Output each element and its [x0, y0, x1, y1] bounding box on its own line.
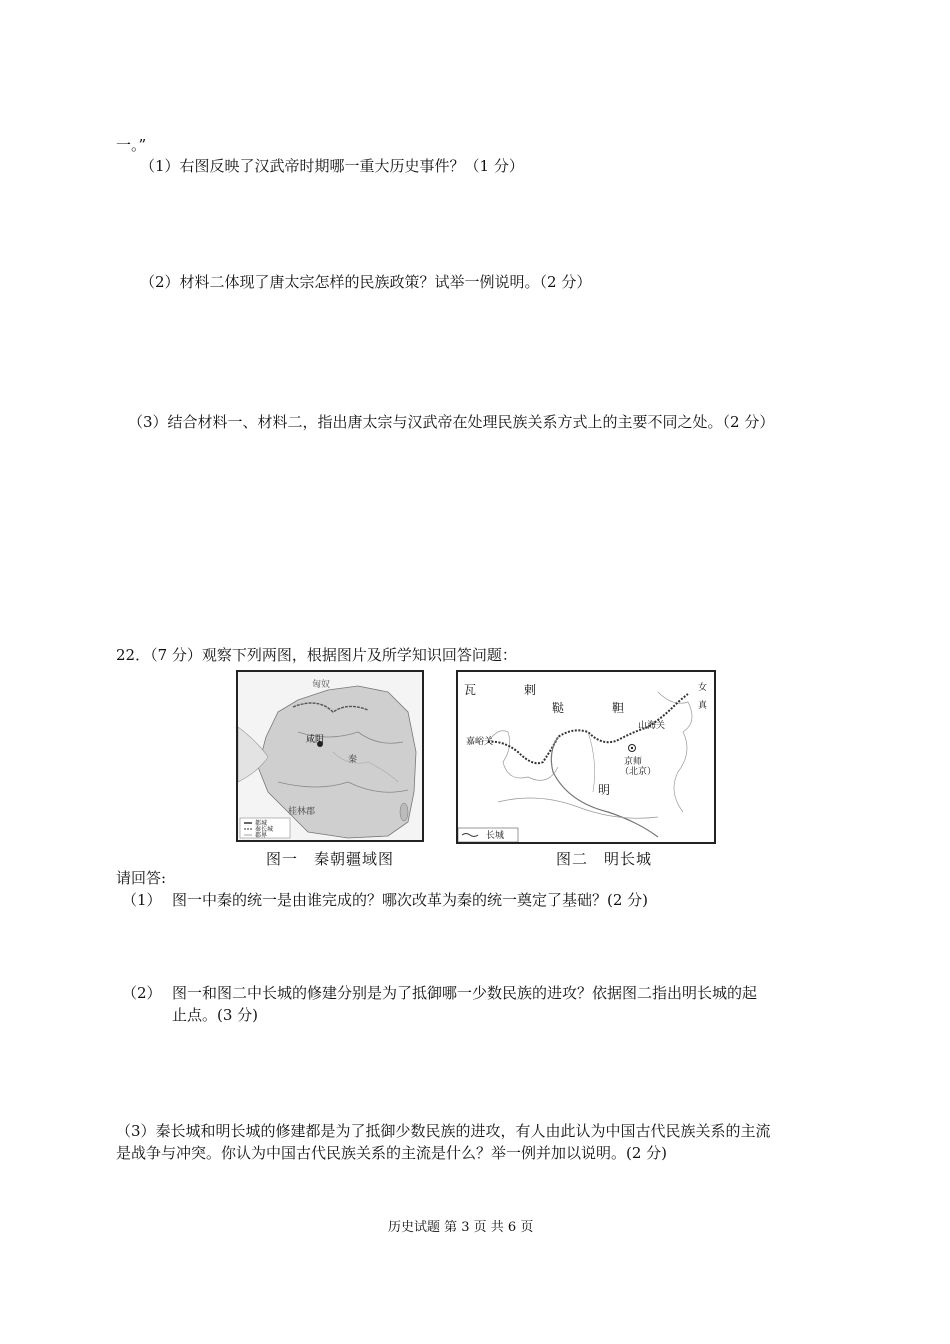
sub1-text: 图一中秦的统一是由谁完成的？哪次改革为秦的统一奠定了基础？(2 分)	[172, 891, 649, 909]
map2-label-la: 剌	[524, 683, 537, 697]
ming-wall-map	[456, 670, 716, 844]
map2-label-dan: 靼	[612, 701, 625, 715]
sub2-number: （2）	[122, 984, 162, 1002]
map1-legend-border: 郡界	[255, 832, 268, 839]
map2-label-shanhaiguan: 山海关	[638, 721, 666, 731]
map1-label-qin: 秦	[348, 755, 358, 765]
top-fragment: 一。”	[116, 136, 147, 154]
sub2-text-line2: 止点。(3 分)	[172, 1006, 259, 1024]
qin-territory-map	[236, 670, 424, 842]
map1-label-capital: 咸阳	[306, 735, 325, 745]
fig1-caption: 图一 秦朝疆域图	[266, 850, 395, 868]
map1-label-guilin: 桂林郡	[288, 807, 316, 817]
map1-legend-wall: 秦长城	[255, 826, 274, 833]
sub2-text-line1: 图一和图二中长城的修建分别是为了抵御哪一少数民族的进攻？依据图二指出明长城的起	[172, 984, 758, 1002]
map2-label-ming: 明	[598, 783, 611, 797]
map2-label-jiayuguan: 嘉峪关	[466, 737, 494, 747]
map2-label-nv: 女	[698, 683, 708, 693]
sub3-text-line2: 是战争与冲突。你认为中国古代民族关系的主流是什么？举一例并加以说明。(2 分)	[116, 1144, 668, 1162]
question-2: （2）材料二体现了唐太宗怎样的民族政策？试举一例说明。（2 分）	[140, 273, 592, 291]
fig2-caption: 图二 明长城	[556, 850, 653, 868]
question-1: （1）右图反映了汉武帝时期哪一重大历史事件？（1 分）	[140, 157, 524, 175]
page-footer: 历史试题 第 3 页 共 6 页	[388, 1220, 534, 1235]
q22-prompt: 请回答:	[116, 869, 167, 887]
q22-title: 22．（7 分）观察下列两图，根据图片及所学知识回答问题：	[116, 646, 517, 664]
question-3: （3）结合材料一、材料二，指出唐太宗与汉武帝在处理民族关系方式上的主要不同之处。（2 分）	[128, 413, 775, 431]
map2-label-wa: 瓦	[464, 683, 477, 697]
map2-label-da: 鞑	[552, 701, 565, 715]
sub1-number: （1）	[122, 891, 162, 909]
map2-label-zhen: 真	[698, 701, 708, 711]
map1-label-xiongnu: 匈奴	[312, 680, 331, 690]
map1-legend-capital: 都城	[255, 820, 268, 827]
map2-label-beijing: （北京）	[620, 767, 657, 777]
sub3-text-line1: （3）秦长城和明长城的修建都是为了抵御少数民族的进攻，有人由此认为中国古代民族关系的主流	[116, 1122, 771, 1140]
map2-label-jingshi: 京师	[624, 757, 643, 767]
map2-legend-wall: 长城	[486, 831, 505, 841]
